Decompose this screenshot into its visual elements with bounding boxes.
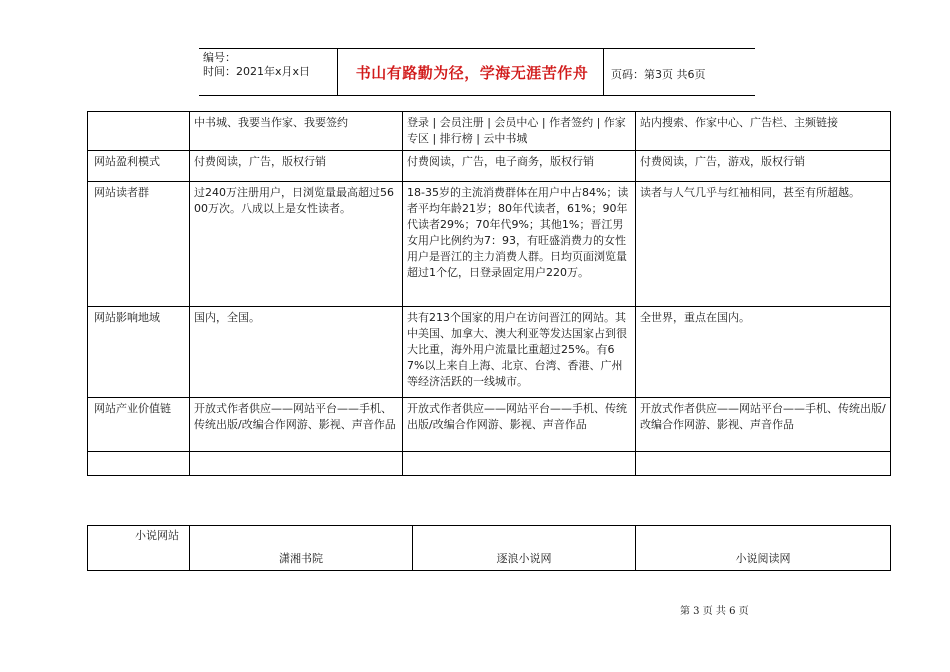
table-cell: 18-35岁的主流消费群体在用户中占84%；读者平均年龄21岁；80年代读者，61%；90年代读者29%；70年代9%；其他1%；晋江男女用户比例约为7：93，有旺盛消费力的女性用户是晋江的主力消费人群。日均页面浏览量超过1个亿，日登录固定用户220万。: [403, 182, 636, 307]
code-label: 编号：: [203, 51, 236, 64]
header-page-info: 页码：第3页 共6页: [611, 68, 706, 81]
table-cell: 开放式作者供应——网站平台——手机、传统出版/改编合作网游、影视、声音作品: [636, 398, 891, 452]
table-row: [88, 182, 891, 307]
comparison-table: [87, 111, 891, 476]
sites-header-label: 小说网站: [88, 526, 190, 571]
table-row: [88, 112, 891, 151]
table-cell: 国内，全国。: [190, 307, 403, 398]
header-meta: [203, 51, 310, 79]
table-cell: 开放式作者供应——网站平台——手机、传统出版/改编合作网游、影视、声音作品: [403, 398, 636, 452]
header-motto: 书山有路勤为径，学海无涯苦作舟: [355, 64, 589, 82]
row-label: [88, 112, 190, 151]
time-label: 时间：2021年x月x日: [203, 65, 311, 78]
table-cell: 全世界，重点在国内。: [636, 307, 891, 398]
header-divider: [603, 49, 604, 95]
row-label: 网站影响地域: [88, 307, 190, 398]
table-cell: 共有213个国家的用户在访问晋江的网站。其中美国、加拿大、澳大利亚等发达国家占到很大比重，海外用户流量比重超过25%。有67%以上来自上海、北京、台湾、香港、广州等经济活跃的一线城市。: [403, 307, 636, 398]
table-row: [88, 307, 891, 398]
table-cell: 付费阅读，广告，电子商务，版权行销: [403, 151, 636, 182]
table-cell: 登录 | 会员注册 | 会员中心 | 作者签约 | 作家专区 | 排行榜 | 云中书城: [403, 112, 636, 151]
table-cell: 开放式作者供应——网站平台——手机、传统出版/改编合作网游、影视、声音作品: [190, 398, 403, 452]
site-name: 小说阅读网: [636, 526, 891, 571]
site-name: 逐浪小说网: [413, 526, 636, 571]
table-cell: 读者与人气几乎与红袖相同，甚至有所超越。: [636, 182, 891, 307]
row-label: [88, 452, 190, 476]
table-cell: 过240万注册用户，日浏览量最高超过5600万次。八成以上是女性读者。: [190, 182, 403, 307]
page-header: [199, 48, 755, 96]
table-cell: [636, 452, 891, 476]
table-row: [88, 398, 891, 452]
row-label: 网站盈利模式: [88, 151, 190, 182]
table-cell: 付费阅读，广告，版权行销: [190, 151, 403, 182]
table-row: [88, 151, 891, 182]
table-row: [88, 526, 891, 571]
header-divider: [337, 49, 338, 95]
novel-sites-table: [87, 525, 891, 571]
row-label: 网站读者群: [88, 182, 190, 307]
table-row: [88, 452, 891, 476]
table-cell: 付费阅读，广告，游戏，版权行销: [636, 151, 891, 182]
table-cell: [190, 452, 403, 476]
table-cell: 站内搜索、作家中心、广告栏、主频链接: [636, 112, 891, 151]
site-name: 潇湘书院: [190, 526, 413, 571]
table-cell: 中书城、我要当作家、我要签约: [190, 112, 403, 151]
page-footer: 第 3 页 共 6 页: [680, 606, 749, 617]
row-label: 网站产业价值链: [88, 398, 190, 452]
table-cell: [403, 452, 636, 476]
